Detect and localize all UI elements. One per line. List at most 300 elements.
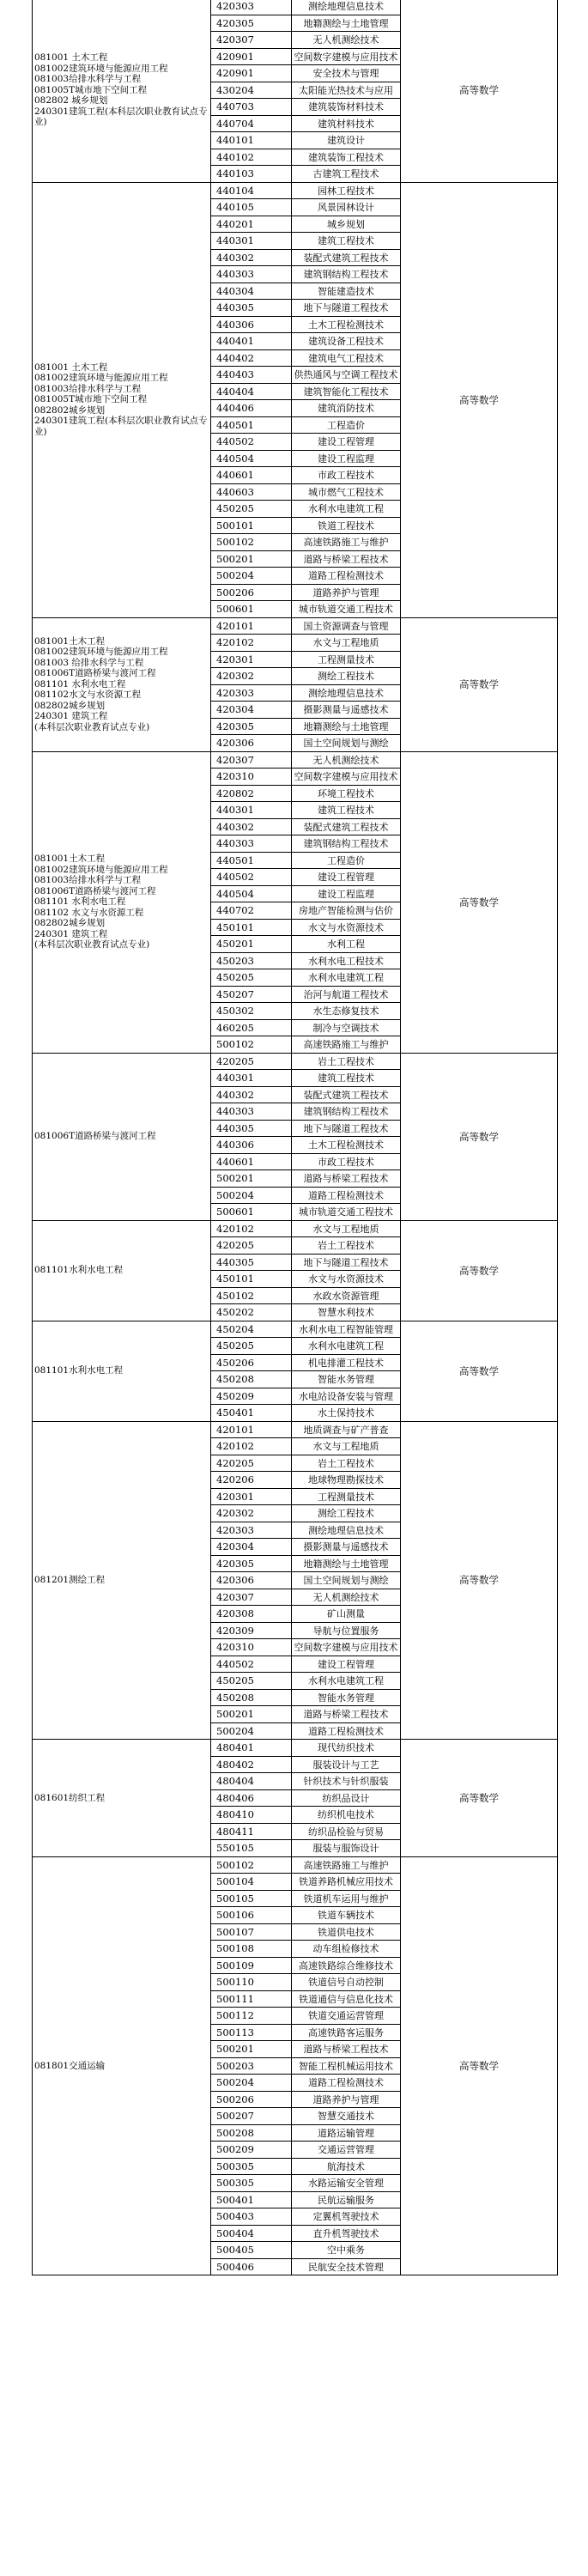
vocational-major-name-cell: 矿山测量 xyxy=(292,1606,401,1623)
vocational-major-name-cell: 高速铁路综合维修技术 xyxy=(292,1957,401,1974)
vocational-code-cell: 500110 xyxy=(211,1974,292,1991)
vocational-code-cell: 450208 xyxy=(211,1689,292,1706)
vocational-code-cell: 500201 xyxy=(211,550,292,568)
vocational-major-name-cell: 机电排灌工程技术 xyxy=(292,1354,401,1371)
vocational-major-name-cell: 空间数字建模与应用技术 xyxy=(292,48,401,65)
vocational-code-cell: 420101 xyxy=(211,1421,292,1438)
vocational-code-cell: 500102 xyxy=(211,1036,292,1054)
vocational-code-cell: 440502 xyxy=(211,1656,292,1673)
vocational-code-cell: 450102 xyxy=(211,1287,292,1304)
vocational-code-cell: 550105 xyxy=(211,1840,292,1857)
vocational-code-cell: 500203 xyxy=(211,2057,292,2075)
vocational-code-cell: 500106 xyxy=(211,1907,292,1924)
vocational-major-name-cell: 地籍测绘与土地管理 xyxy=(292,15,401,32)
vocational-code-cell: 500305 xyxy=(211,2158,292,2175)
vocational-major-name-cell: 纺织品检验与贸易 xyxy=(292,1823,401,1840)
vocational-major-name-cell: 智能工程机械运用技术 xyxy=(292,2057,401,2075)
vocational-code-cell: 420307 xyxy=(211,32,292,49)
vocational-major-name-cell: 空间数字建模与应用技术 xyxy=(292,1639,401,1656)
vocational-major-name-cell: 智慧水利技术 xyxy=(292,1304,401,1321)
vocational-major-name-cell: 岩土工程技术 xyxy=(292,1455,401,1472)
major-mapping-table xyxy=(32,0,558,2275)
vocational-major-name-cell: 水利水电建筑工程 xyxy=(292,969,401,987)
vocational-major-name-cell: 水利工程 xyxy=(292,936,401,953)
vocational-major-name-cell: 空间数字建模与应用技术 xyxy=(292,769,401,786)
vocational-major-name-cell: 水利水电建筑工程 xyxy=(292,1673,401,1690)
vocational-major-name-cell: 市政工程技术 xyxy=(292,467,401,484)
vocational-major-name-cell: 装配式建筑工程技术 xyxy=(292,1086,401,1103)
vocational-major-name-cell: 高速铁路客运服务 xyxy=(292,2024,401,2041)
vocational-major-name-cell: 道路工程检测技术 xyxy=(292,568,401,585)
vocational-code-cell: 500401 xyxy=(211,2191,292,2208)
vocational-major-name-cell: 岩土工程技术 xyxy=(292,1237,401,1255)
vocational-major-name-cell: 水路运输安全管理 xyxy=(292,2175,401,2192)
vocational-major-name-cell: 水文与水资源技术 xyxy=(292,919,401,936)
undergraduate-major-cell: 081801交通运输 xyxy=(33,1856,211,2275)
vocational-code-cell: 450302 xyxy=(211,1003,292,1020)
vocational-code-cell: 440406 xyxy=(211,400,292,417)
vocational-code-cell: 420304 xyxy=(211,702,292,719)
vocational-code-cell: 450101 xyxy=(211,1271,292,1288)
table-row xyxy=(33,617,558,635)
vocational-major-name-cell: 道路与桥梁工程技术 xyxy=(292,1706,401,1723)
vocational-code-cell: 500102 xyxy=(211,1856,292,1874)
table-row xyxy=(33,182,558,199)
vocational-code-cell: 420302 xyxy=(211,1505,292,1522)
vocational-code-cell: 420303 xyxy=(211,1522,292,1539)
vocational-code-cell: 450205 xyxy=(211,1673,292,1690)
vocational-major-name-cell: 地下与隧道工程技术 xyxy=(292,300,401,317)
vocational-major-name-cell: 建筑工程技术 xyxy=(292,802,401,819)
vocational-code-cell: 500209 xyxy=(211,2142,292,2159)
vocational-major-name-cell: 铁道交通运营管理 xyxy=(292,2008,401,2025)
vocational-code-cell: 500105 xyxy=(211,1890,292,1907)
vocational-code-cell: 450201 xyxy=(211,936,292,953)
vocational-code-cell: 480410 xyxy=(211,1807,292,1824)
vocational-major-name-cell: 铁道通信与信息化技术 xyxy=(292,1990,401,2008)
vocational-code-cell: 440404 xyxy=(211,383,292,400)
vocational-major-name-cell: 城乡规划 xyxy=(292,216,401,233)
vocational-major-name-cell: 导航与位置服务 xyxy=(292,1622,401,1639)
vocational-major-name-cell: 制冷与空调技术 xyxy=(292,1019,401,1036)
vocational-code-cell: 440305 xyxy=(211,1254,292,1271)
vocational-major-name-cell: 测绘工程技术 xyxy=(292,1505,401,1522)
vocational-code-cell: 440101 xyxy=(211,132,292,149)
vocational-major-name-cell: 水利水电工程智能管理 xyxy=(292,1321,401,1338)
vocational-code-cell: 500405 xyxy=(211,2242,292,2259)
vocational-code-cell: 440704 xyxy=(211,115,292,132)
vocational-code-cell: 420307 xyxy=(211,1589,292,1606)
vocational-code-cell: 440201 xyxy=(211,216,292,233)
vocational-major-name-cell: 航海技术 xyxy=(292,2158,401,2175)
vocational-code-cell: 440303 xyxy=(211,266,292,283)
vocational-code-cell: 420303 xyxy=(211,684,292,702)
vocational-major-name-cell: 水利水电工程技术 xyxy=(292,952,401,969)
vocational-code-cell: 450208 xyxy=(211,1371,292,1388)
vocational-major-name-cell: 风景园林设计 xyxy=(292,199,401,216)
vocational-major-name-cell: 铁道养路机械应用技术 xyxy=(292,1874,401,1891)
vocational-major-name-cell: 高速铁路施工与维护 xyxy=(292,1856,401,1874)
exam-subject-cell: 高等数学 xyxy=(401,1220,558,1321)
vocational-major-name-cell: 工程造价 xyxy=(292,416,401,434)
vocational-code-cell: 500201 xyxy=(211,1170,292,1188)
vocational-major-name-cell: 建筑工程技术 xyxy=(292,233,401,250)
vocational-major-name-cell: 水利水电建筑工程 xyxy=(292,1338,401,1355)
vocational-code-cell: 420205 xyxy=(211,1053,292,1070)
vocational-major-name-cell: 建筑钢结构工程技术 xyxy=(292,1103,401,1121)
vocational-code-cell: 420205 xyxy=(211,1455,292,1472)
vocational-code-cell: 500207 xyxy=(211,2108,292,2125)
vocational-major-name-cell: 摄影测量与遥感技术 xyxy=(292,702,401,719)
vocational-code-cell: 440501 xyxy=(211,416,292,434)
vocational-major-name-cell: 地质调查与矿产普查 xyxy=(292,1421,401,1438)
vocational-code-cell: 500113 xyxy=(211,2024,292,2041)
vocational-major-name-cell: 铁道工程技术 xyxy=(292,517,401,534)
vocational-code-cell: 420102 xyxy=(211,1438,292,1455)
vocational-major-name-cell: 装配式建筑工程技术 xyxy=(292,818,401,835)
vocational-code-cell: 420302 xyxy=(211,668,292,685)
vocational-code-cell: 450205 xyxy=(211,1338,292,1355)
vocational-code-cell: 500204 xyxy=(211,1187,292,1204)
vocational-major-name-cell: 建筑设计 xyxy=(292,132,401,149)
vocational-major-name-cell: 水文与工程地质 xyxy=(292,1220,401,1237)
table-row xyxy=(33,1321,558,1338)
vocational-major-name-cell: 建设工程监理 xyxy=(292,885,401,902)
vocational-code-cell: 480402 xyxy=(211,1756,292,1773)
vocational-major-name-cell: 建筑消防技术 xyxy=(292,400,401,417)
exam-subject-cell: 高等数学 xyxy=(401,617,558,751)
vocational-major-name-cell: 建筑智能化工程技术 xyxy=(292,383,401,400)
undergraduate-major-cell: 081601纺织工程 xyxy=(33,1740,211,1857)
undergraduate-major-cell: 081101水利水电工程 xyxy=(33,1220,211,1321)
vocational-code-cell: 500112 xyxy=(211,2008,292,2025)
vocational-major-name-cell: 铁道信号自动控制 xyxy=(292,1974,401,1991)
exam-subject-cell: 高等数学 xyxy=(401,182,558,617)
vocational-code-cell: 440403 xyxy=(211,367,292,384)
vocational-code-cell: 420101 xyxy=(211,617,292,635)
vocational-code-cell: 500601 xyxy=(211,601,292,618)
vocational-major-name-cell: 铁道机车运用与维护 xyxy=(292,1890,401,1907)
vocational-code-cell: 500107 xyxy=(211,1923,292,1941)
vocational-major-name-cell: 工程测量技术 xyxy=(292,1488,401,1505)
vocational-code-cell: 500206 xyxy=(211,584,292,601)
vocational-major-name-cell: 国土空间规划与测绘 xyxy=(292,1572,401,1589)
undergraduate-major-cell: 081101水利水电工程 xyxy=(33,1321,211,1421)
exam-subject-cell: 高等数学 xyxy=(401,0,558,182)
vocational-code-cell: 440302 xyxy=(211,249,292,266)
vocational-code-cell: 450209 xyxy=(211,1388,292,1405)
table-row xyxy=(33,1220,558,1237)
vocational-major-name-cell: 无人机测绘技术 xyxy=(292,32,401,49)
vocational-code-cell: 420306 xyxy=(211,1572,292,1589)
vocational-major-name-cell: 城市轨道交通工程技术 xyxy=(292,601,401,618)
vocational-major-name-cell: 水文与工程地质 xyxy=(292,1438,401,1455)
vocational-code-cell: 500404 xyxy=(211,2225,292,2242)
vocational-major-name-cell: 道路工程检测技术 xyxy=(292,1722,401,1740)
vocational-code-cell: 440303 xyxy=(211,835,292,853)
vocational-code-cell: 420310 xyxy=(211,769,292,786)
vocational-code-cell: 450207 xyxy=(211,986,292,1003)
vocational-major-name-cell: 纺织品设计 xyxy=(292,1789,401,1807)
vocational-major-name-cell: 城市燃气工程技术 xyxy=(292,483,401,501)
vocational-code-cell: 450401 xyxy=(211,1405,292,1422)
vocational-major-name-cell: 水文与水资源技术 xyxy=(292,1271,401,1288)
vocational-code-cell: 440301 xyxy=(211,233,292,250)
vocational-major-name-cell: 地下与隧道工程技术 xyxy=(292,1254,401,1271)
vocational-major-name-cell: 建筑电气工程技术 xyxy=(292,349,401,367)
vocational-code-cell: 420305 xyxy=(211,1555,292,1572)
vocational-code-cell: 440305 xyxy=(211,1120,292,1137)
vocational-major-name-cell: 地球物理勘探技术 xyxy=(292,1472,401,1489)
vocational-major-name-cell: 建设工程监理 xyxy=(292,450,401,467)
vocational-code-cell: 500208 xyxy=(211,2124,292,2142)
undergraduate-major-cell: 081001 土木工程 081002建筑环境与能源应用工程 081003给排水科学与工程 081005T城市地下空间工程 082802城乡规划 240301建筑工程(本科层次职业教育试点专业) xyxy=(33,182,211,617)
vocational-major-name-cell: 铁道供电技术 xyxy=(292,1923,401,1941)
vocational-code-cell: 450101 xyxy=(211,919,292,936)
vocational-major-name-cell: 测绘地理信息技术 xyxy=(292,684,401,702)
vocational-code-cell: 440306 xyxy=(211,1137,292,1154)
vocational-major-name-cell: 水电站设备安装与管理 xyxy=(292,1388,401,1405)
vocational-code-cell: 420307 xyxy=(211,751,292,769)
vocational-major-name-cell: 园林工程技术 xyxy=(292,182,401,199)
vocational-major-name-cell: 土木工程检测技术 xyxy=(292,1137,401,1154)
vocational-major-name-cell: 测绘工程技术 xyxy=(292,668,401,685)
undergraduate-major-cell: 081006T道路桥梁与渡河工程 xyxy=(33,1053,211,1220)
vocational-major-name-cell: 建筑工程技术 xyxy=(292,1070,401,1087)
vocational-code-cell: 440304 xyxy=(211,283,292,300)
vocational-code-cell: 500206 xyxy=(211,2091,292,2108)
vocational-major-name-cell: 动车组检修技术 xyxy=(292,1941,401,1958)
vocational-major-name-cell: 水文与工程地质 xyxy=(292,635,401,652)
vocational-code-cell: 440305 xyxy=(211,300,292,317)
vocational-major-name-cell: 建筑设备工程技术 xyxy=(292,333,401,350)
vocational-major-name-cell: 道路养护与管理 xyxy=(292,2091,401,2108)
vocational-major-name-cell: 空中乘务 xyxy=(292,2242,401,2259)
vocational-major-name-cell: 治河与航道工程技术 xyxy=(292,986,401,1003)
vocational-code-cell: 500111 xyxy=(211,1990,292,2008)
vocational-major-name-cell: 测绘地理信息技术 xyxy=(292,0,401,15)
vocational-major-name-cell: 智能建造技术 xyxy=(292,283,401,300)
table-row xyxy=(33,751,558,769)
vocational-code-cell: 420309 xyxy=(211,1622,292,1639)
vocational-code-cell: 500101 xyxy=(211,517,292,534)
vocational-code-cell: 420901 xyxy=(211,65,292,82)
vocational-code-cell: 440601 xyxy=(211,1153,292,1170)
vocational-code-cell: 440303 xyxy=(211,1103,292,1121)
vocational-major-name-cell: 定翼机驾驶技术 xyxy=(292,2208,401,2226)
vocational-major-name-cell: 智能水务管理 xyxy=(292,1689,401,1706)
vocational-code-cell: 500403 xyxy=(211,2208,292,2226)
vocational-code-cell: 450205 xyxy=(211,501,292,518)
vocational-major-name-cell: 古建筑工程技术 xyxy=(292,166,401,183)
vocational-code-cell: 450202 xyxy=(211,1304,292,1321)
vocational-major-name-cell: 建筑钢结构工程技术 xyxy=(292,835,401,853)
vocational-code-cell: 420308 xyxy=(211,1606,292,1623)
vocational-code-cell: 440103 xyxy=(211,166,292,183)
vocational-code-cell: 450205 xyxy=(211,969,292,987)
vocational-code-cell: 500204 xyxy=(211,1722,292,1740)
vocational-major-name-cell: 装配式建筑工程技术 xyxy=(292,249,401,266)
vocational-major-name-cell: 建筑装饰材料技术 xyxy=(292,99,401,116)
vocational-code-cell: 440702 xyxy=(211,902,292,920)
vocational-code-cell: 420303 xyxy=(211,0,292,15)
vocational-code-cell: 440504 xyxy=(211,450,292,467)
exam-subject-cell: 高等数学 xyxy=(401,751,558,1053)
vocational-code-cell: 420306 xyxy=(211,735,292,752)
vocational-major-name-cell: 土木工程检测技术 xyxy=(292,316,401,333)
vocational-major-name-cell: 建设工程管理 xyxy=(292,434,401,451)
vocational-code-cell: 420310 xyxy=(211,1639,292,1656)
vocational-code-cell: 450203 xyxy=(211,952,292,969)
vocational-major-name-cell: 道路工程检测技术 xyxy=(292,2075,401,2092)
vocational-code-cell: 500204 xyxy=(211,568,292,585)
vocational-major-name-cell: 道路与桥梁工程技术 xyxy=(292,550,401,568)
vocational-code-cell: 450206 xyxy=(211,1354,292,1371)
vocational-code-cell: 500104 xyxy=(211,1874,292,1891)
vocational-code-cell: 440306 xyxy=(211,316,292,333)
vocational-major-name-cell: 市政工程技术 xyxy=(292,1153,401,1170)
vocational-major-name-cell: 太阳能光热技术与应用 xyxy=(292,82,401,99)
vocational-major-name-cell: 现代纺织技术 xyxy=(292,1740,401,1757)
vocational-code-cell: 440401 xyxy=(211,333,292,350)
vocational-code-cell: 500601 xyxy=(211,1204,292,1221)
vocational-major-name-cell: 智慧交通技术 xyxy=(292,2108,401,2125)
vocational-major-name-cell: 工程测量技术 xyxy=(292,651,401,668)
vocational-code-cell: 440301 xyxy=(211,1070,292,1087)
undergraduate-major-cell: 081001土木工程 081002建筑环境与能源应用工程 081003 给排水科学与工程 081006T道路桥梁与渡河工程 081101 水利水电工程 081102水文与水资源工程 082802城乡规划 240301 建筑工程 (本科层次职业教育试点专业) xyxy=(33,617,211,751)
vocational-code-cell: 500204 xyxy=(211,2075,292,2092)
vocational-code-cell: 420304 xyxy=(211,1539,292,1556)
vocational-code-cell: 500109 xyxy=(211,1957,292,1974)
vocational-code-cell: 500102 xyxy=(211,534,292,551)
vocational-major-name-cell: 道路养护与管理 xyxy=(292,584,401,601)
vocational-code-cell: 420301 xyxy=(211,651,292,668)
vocational-major-name-cell: 民航安全技术管理 xyxy=(292,2258,401,2275)
vocational-code-cell: 440301 xyxy=(211,802,292,819)
vocational-major-name-cell: 建设工程管理 xyxy=(292,1656,401,1673)
vocational-code-cell: 430204 xyxy=(211,82,292,99)
vocational-major-name-cell: 国土资源调查与管理 xyxy=(292,617,401,635)
vocational-code-cell: 500305 xyxy=(211,2175,292,2192)
vocational-major-name-cell: 道路运输管理 xyxy=(292,2124,401,2142)
undergraduate-major-cell: 081201测绘工程 xyxy=(33,1421,211,1740)
table-row xyxy=(33,0,558,15)
vocational-code-cell: 420901 xyxy=(211,48,292,65)
vocational-code-cell: 460205 xyxy=(211,1019,292,1036)
vocational-code-cell: 420301 xyxy=(211,1488,292,1505)
vocational-code-cell: 450204 xyxy=(211,1321,292,1338)
vocational-code-cell: 440703 xyxy=(211,99,292,116)
vocational-major-name-cell: 地籍测绘与土地管理 xyxy=(292,1555,401,1572)
vocational-major-name-cell: 水生态修复技术 xyxy=(292,1003,401,1020)
vocational-major-name-cell: 建筑装饰工程技术 xyxy=(292,149,401,166)
vocational-major-name-cell: 建筑材料技术 xyxy=(292,115,401,132)
exam-subject-cell: 高等数学 xyxy=(401,1321,558,1421)
table-row xyxy=(33,1740,558,1757)
vocational-code-cell: 420305 xyxy=(211,718,292,735)
vocational-major-name-cell: 无人机测绘技术 xyxy=(292,751,401,769)
vocational-major-name-cell: 安全技术与管理 xyxy=(292,65,401,82)
vocational-major-name-cell: 工程造价 xyxy=(292,852,401,869)
undergraduate-major-cell: 081001土木工程 081002建筑环境与能源应用工程 081003给排水科学与工程 081006T道路桥梁与渡河工程 081101 水利水电工程 081102 水文与水资源工程 082802城乡规划 240301 建筑工程 (本科层次职业教育试点专业) xyxy=(33,751,211,1053)
vocational-major-name-cell: 国土空间规划与测绘 xyxy=(292,735,401,752)
vocational-major-name-cell: 环境工程技术 xyxy=(292,785,401,802)
vocational-code-cell: 440501 xyxy=(211,852,292,869)
vocational-major-name-cell: 建设工程管理 xyxy=(292,869,401,886)
vocational-major-name-cell: 水政水资源管理 xyxy=(292,1287,401,1304)
vocational-code-cell: 440302 xyxy=(211,1086,292,1103)
exam-subject-cell: 高等数学 xyxy=(401,1740,558,1857)
vocational-code-cell: 440502 xyxy=(211,434,292,451)
vocational-major-name-cell: 摄影测量与遥感技术 xyxy=(292,1539,401,1556)
table-body xyxy=(33,0,558,2275)
vocational-code-cell: 420802 xyxy=(211,785,292,802)
vocational-major-name-cell: 道路与桥梁工程技术 xyxy=(292,2041,401,2058)
vocational-code-cell: 500406 xyxy=(211,2258,292,2275)
vocational-major-name-cell: 高速铁路施工与维护 xyxy=(292,1036,401,1054)
vocational-major-name-cell: 水土保持技术 xyxy=(292,1405,401,1422)
vocational-major-name-cell: 道路与桥梁工程技术 xyxy=(292,1170,401,1188)
vocational-major-name-cell: 服装与服饰设计 xyxy=(292,1840,401,1857)
vocational-major-name-cell: 铁道车辆技术 xyxy=(292,1907,401,1924)
vocational-major-name-cell: 直升机驾驶技术 xyxy=(292,2225,401,2242)
vocational-code-cell: 440504 xyxy=(211,885,292,902)
vocational-code-cell: 480404 xyxy=(211,1773,292,1790)
vocational-major-name-cell: 智能水务管理 xyxy=(292,1371,401,1388)
vocational-code-cell: 420102 xyxy=(211,1220,292,1237)
vocational-major-name-cell: 高速铁路施工与维护 xyxy=(292,534,401,551)
table-row xyxy=(33,1856,558,1874)
vocational-major-name-cell: 交通运营管理 xyxy=(292,2142,401,2159)
vocational-major-name-cell: 房地产智能检测与估价 xyxy=(292,902,401,920)
vocational-major-name-cell: 水利水电建筑工程 xyxy=(292,501,401,518)
table-row xyxy=(33,1053,558,1070)
vocational-code-cell: 420205 xyxy=(211,1237,292,1255)
vocational-major-name-cell: 供热通风与空调工程技术 xyxy=(292,367,401,384)
vocational-code-cell: 420206 xyxy=(211,1472,292,1489)
vocational-code-cell: 440402 xyxy=(211,349,292,367)
vocational-major-name-cell: 建筑钢结构工程技术 xyxy=(292,266,401,283)
vocational-code-cell: 440502 xyxy=(211,869,292,886)
vocational-code-cell: 500201 xyxy=(211,1706,292,1723)
table-row xyxy=(33,1421,558,1438)
vocational-code-cell: 420305 xyxy=(211,15,292,32)
vocational-major-name-cell: 地下与隧道工程技术 xyxy=(292,1120,401,1137)
vocational-major-name-cell: 岩土工程技术 xyxy=(292,1053,401,1070)
vocational-code-cell: 440302 xyxy=(211,818,292,835)
vocational-major-name-cell: 纺织机电技术 xyxy=(292,1807,401,1824)
vocational-code-cell: 440601 xyxy=(211,467,292,484)
vocational-code-cell: 440105 xyxy=(211,199,292,216)
vocational-major-name-cell: 测绘地理信息技术 xyxy=(292,1522,401,1539)
exam-subject-cell: 高等数学 xyxy=(401,1421,558,1740)
vocational-major-name-cell: 民航运输服务 xyxy=(292,2191,401,2208)
vocational-code-cell: 440104 xyxy=(211,182,292,199)
exam-subject-cell: 高等数学 xyxy=(401,1053,558,1220)
vocational-major-name-cell: 地籍测绘与土地管理 xyxy=(292,718,401,735)
vocational-code-cell: 440102 xyxy=(211,149,292,166)
undergraduate-major-cell: 081001 土木工程 081002建筑环境与能源应用工程 081003给排水科学与工程 081005T城市地下空间工程 082802 城乡规划 240301建筑工程(本科层次职业教育试点专业) xyxy=(33,0,211,182)
vocational-major-name-cell: 城市轨道交通工程技术 xyxy=(292,1204,401,1221)
vocational-major-name-cell: 服装设计与工艺 xyxy=(292,1756,401,1773)
vocational-code-cell: 440603 xyxy=(211,483,292,501)
exam-subject-cell: 高等数学 xyxy=(401,1856,558,2275)
vocational-code-cell: 500201 xyxy=(211,2041,292,2058)
vocational-code-cell: 480406 xyxy=(211,1789,292,1807)
vocational-major-name-cell: 无人机测绘技术 xyxy=(292,1589,401,1606)
vocational-major-name-cell: 道路工程检测技术 xyxy=(292,1187,401,1204)
vocational-code-cell: 480401 xyxy=(211,1740,292,1757)
